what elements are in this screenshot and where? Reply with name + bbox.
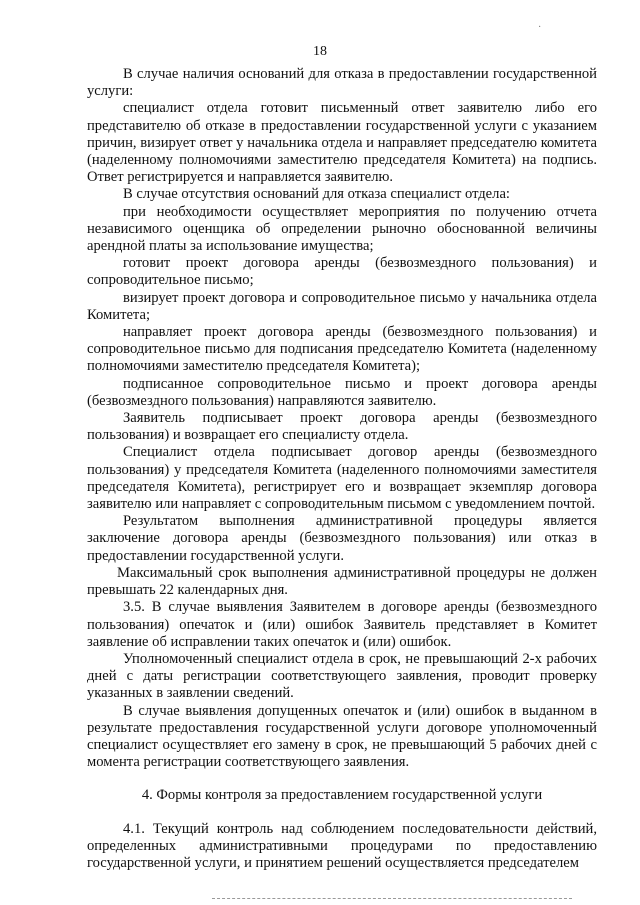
paragraph-10: Специалист отдела подписывает договор аренды (безвозмездного пользования) у председателя Комитета (наделенного полномочиями заместителя председателя Комитета), регистрирует его и возвращает экземпляр договора заявителю или направляет с сопроводительным письмом с уведомлением почтой. — [87, 444, 597, 513]
paragraph-7: направляет проект договора аренды (безвозмездного пользования) и сопроводительное письмо для подписания председателю Комитета (наделенному полномочиями заместителю председателя Комитета); — [87, 324, 597, 375]
page-number: 18 — [313, 44, 327, 59]
bottom-rule — [212, 898, 572, 899]
paragraph-3: В случае отсутствия оснований для отказа специалист отдела: — [123, 186, 510, 203]
paragraph-4: при необходимости осуществляет мероприятия по получению отчета независимого оценщика об определении рыночно обоснованной величины арендной платы за использование имущества; — [87, 203, 597, 255]
closing-paragraph: 4.1. Текущий контроль над соблюдением последовательности действий, определенных административными процедурами по предоставлению государственной услуги, и принятием решений осуществляется председателем — [87, 820, 597, 871]
paragraph-5: готовит проект договора аренды (безвозмездного пользования) и сопроводительное письмо; — [87, 255, 597, 289]
paragraph-11: Результатом выполнения административной процедуры является заключение договора аренды (безвозмездного пользования) или отказ в предоставлении государственной услуги. — [87, 513, 597, 564]
section-heading: 4. Формы контроля за предоставлением государственной услуги — [141, 787, 543, 804]
paragraph-2: специалист отдела готовит письменный ответ заявителю либо его представителю об отказе в предоставлении государственной услуги с указанием причин, визирует ответ у начальника отдела и направляет председателю комитета (наделенному полномочиями заместителю председателя Комитета) на подпись. Ответ регистрируется и направляется заявителю. — [87, 100, 597, 186]
paragraph-8: подписанное сопроводительное письмо и проект договора аренды (безвозмездного пользования) направляются заявителю. — [87, 375, 597, 409]
page-body — [87, 66, 597, 872]
paragraph-15: В случае выявления допущенных опечаток и (или) ошибок в выданном в результате предоставления государственной услуги договоре уполномоченный специалист осуществляет его замену в срок, не превышающий 5 рабочих дней с момента регистрации соответствующего заявления. — [87, 702, 597, 771]
corner-mark: · — [538, 22, 542, 33]
paragraph-12: Максимальный срок выполнения административной процедуры не должен превышать 22 календарных дня. — [87, 564, 597, 599]
paragraph-13: 3.5. В случае выявления Заявителем в договоре аренды (безвозмездного пользования) опечаток и (или) ошибок Заявитель представляет в Комитет заявление об исправлении таких опечаток и (или) ошибок. — [87, 599, 597, 650]
paragraph-6: визирует проект договора и сопроводительное письмо у начальника отдела Комитета; — [87, 289, 597, 323]
paragraph-9: Заявитель подписывает проект договора аренды (безвозмездного пользования) и возвращает его специалисту отдела. — [87, 410, 597, 444]
paragraph-14: Уполномоченный специалист отдела в срок, не превышающий 2-х рабочих дней с даты регистрации соответствующего заявления, проводит проверку указанных в заявлении сведений. — [87, 650, 597, 702]
paragraph-1: В случае наличия оснований для отказа в предоставлении государственной услуги: — [87, 66, 597, 100]
